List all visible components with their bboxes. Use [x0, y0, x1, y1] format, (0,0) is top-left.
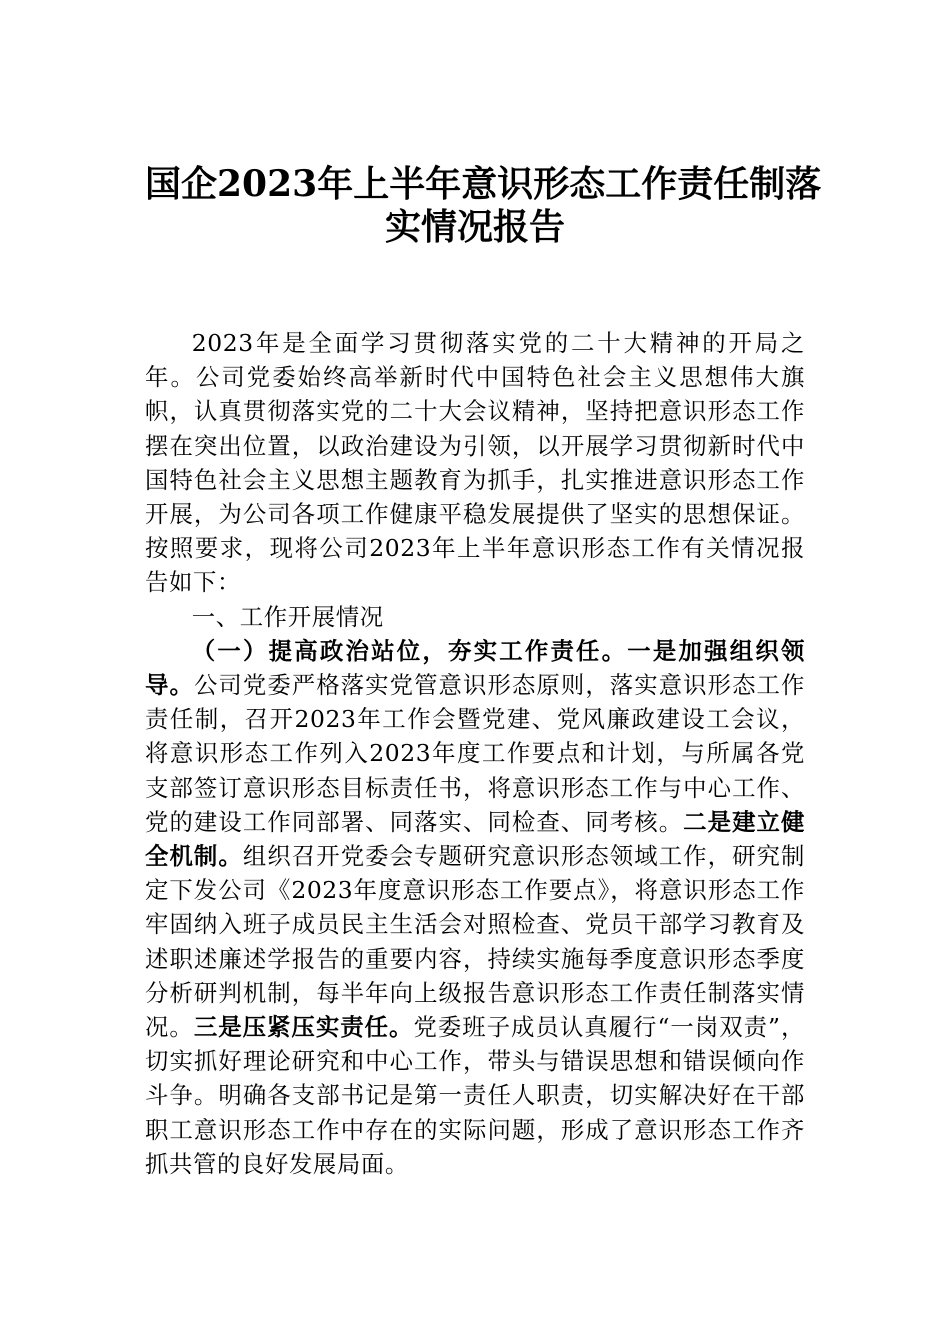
- document-body: [145, 326, 805, 1181]
- document-title-line-2: 实情况报告: [384, 206, 565, 248]
- subsection-lead: （一）提高政治站位，夯实工作责任。: [191, 636, 628, 665]
- point-3-heading: 三是压紧压实责任。: [193, 1013, 414, 1042]
- point-1-heading: 一是加强组织领导。: [145, 636, 805, 700]
- point-3-text: 党委班子成员认真履行“一岗双责”，切实抓好理论研究和中心工作，带头与错误思想和错误倾向作斗争。明确各支部书记是第一责任人职责，切实解决好在干部职工意识形态工作中存在的实际问题，形成了意识形态工作齐抓共管的良好发展局面。: [145, 1013, 805, 1178]
- intro-paragraph: 2023年是全面学习贯彻落实党的二十大精神的开局之年。公司党委始终高举新时代中国特色社会主义思想伟大旗帜，认真贯彻落实党的二十大会议精神，坚持把意识形态工作摆在突出位置，以政治建设为引领，以开展学习贯彻新时代中国特色社会主义思想主题教育为抓手，扎实推进意识形态工作开展，为公司各项工作健康平稳发展提供了坚实的思想保证。按照要求，现将公司2023年上半年意识形态工作有关情况报告如下：: [145, 329, 805, 597]
- point-2-text: 组织召开党委会专题研究意识形态领域工作，研究制定下发公司《2023年度意识形态工作要点》，将意识形态工作牢固纳入班子成员民主生活会对照检查、党员干部学习教育及述职述廉述学报告的重要内容，持续实施每季度意识形态季度分析研判机制，每半年向上级报告意识形态工作责任制落实情况。: [145, 842, 805, 1042]
- subsection-paragraph-1: [145, 634, 805, 1181]
- point-2-heading: 二是建立健全机制。: [145, 807, 806, 871]
- point-1-text: 公司党委严格落实党管意识形态原则，落实意识形态工作责任制，召开2023年工作会暨党建、党风廉政建设工会议，将意识形态工作列入2023年度工作要点和计划，与所属各党支部签订意识形态目标责任书，将意识形态工作与中心工作、党的建设工作同部署、同落实、同检查、同考核。: [145, 671, 806, 836]
- section-heading-1: 一、工作开展情况: [191, 602, 384, 631]
- document-title-line-1: 国企2023年上半年意识形态工作责任制落: [145, 163, 822, 205]
